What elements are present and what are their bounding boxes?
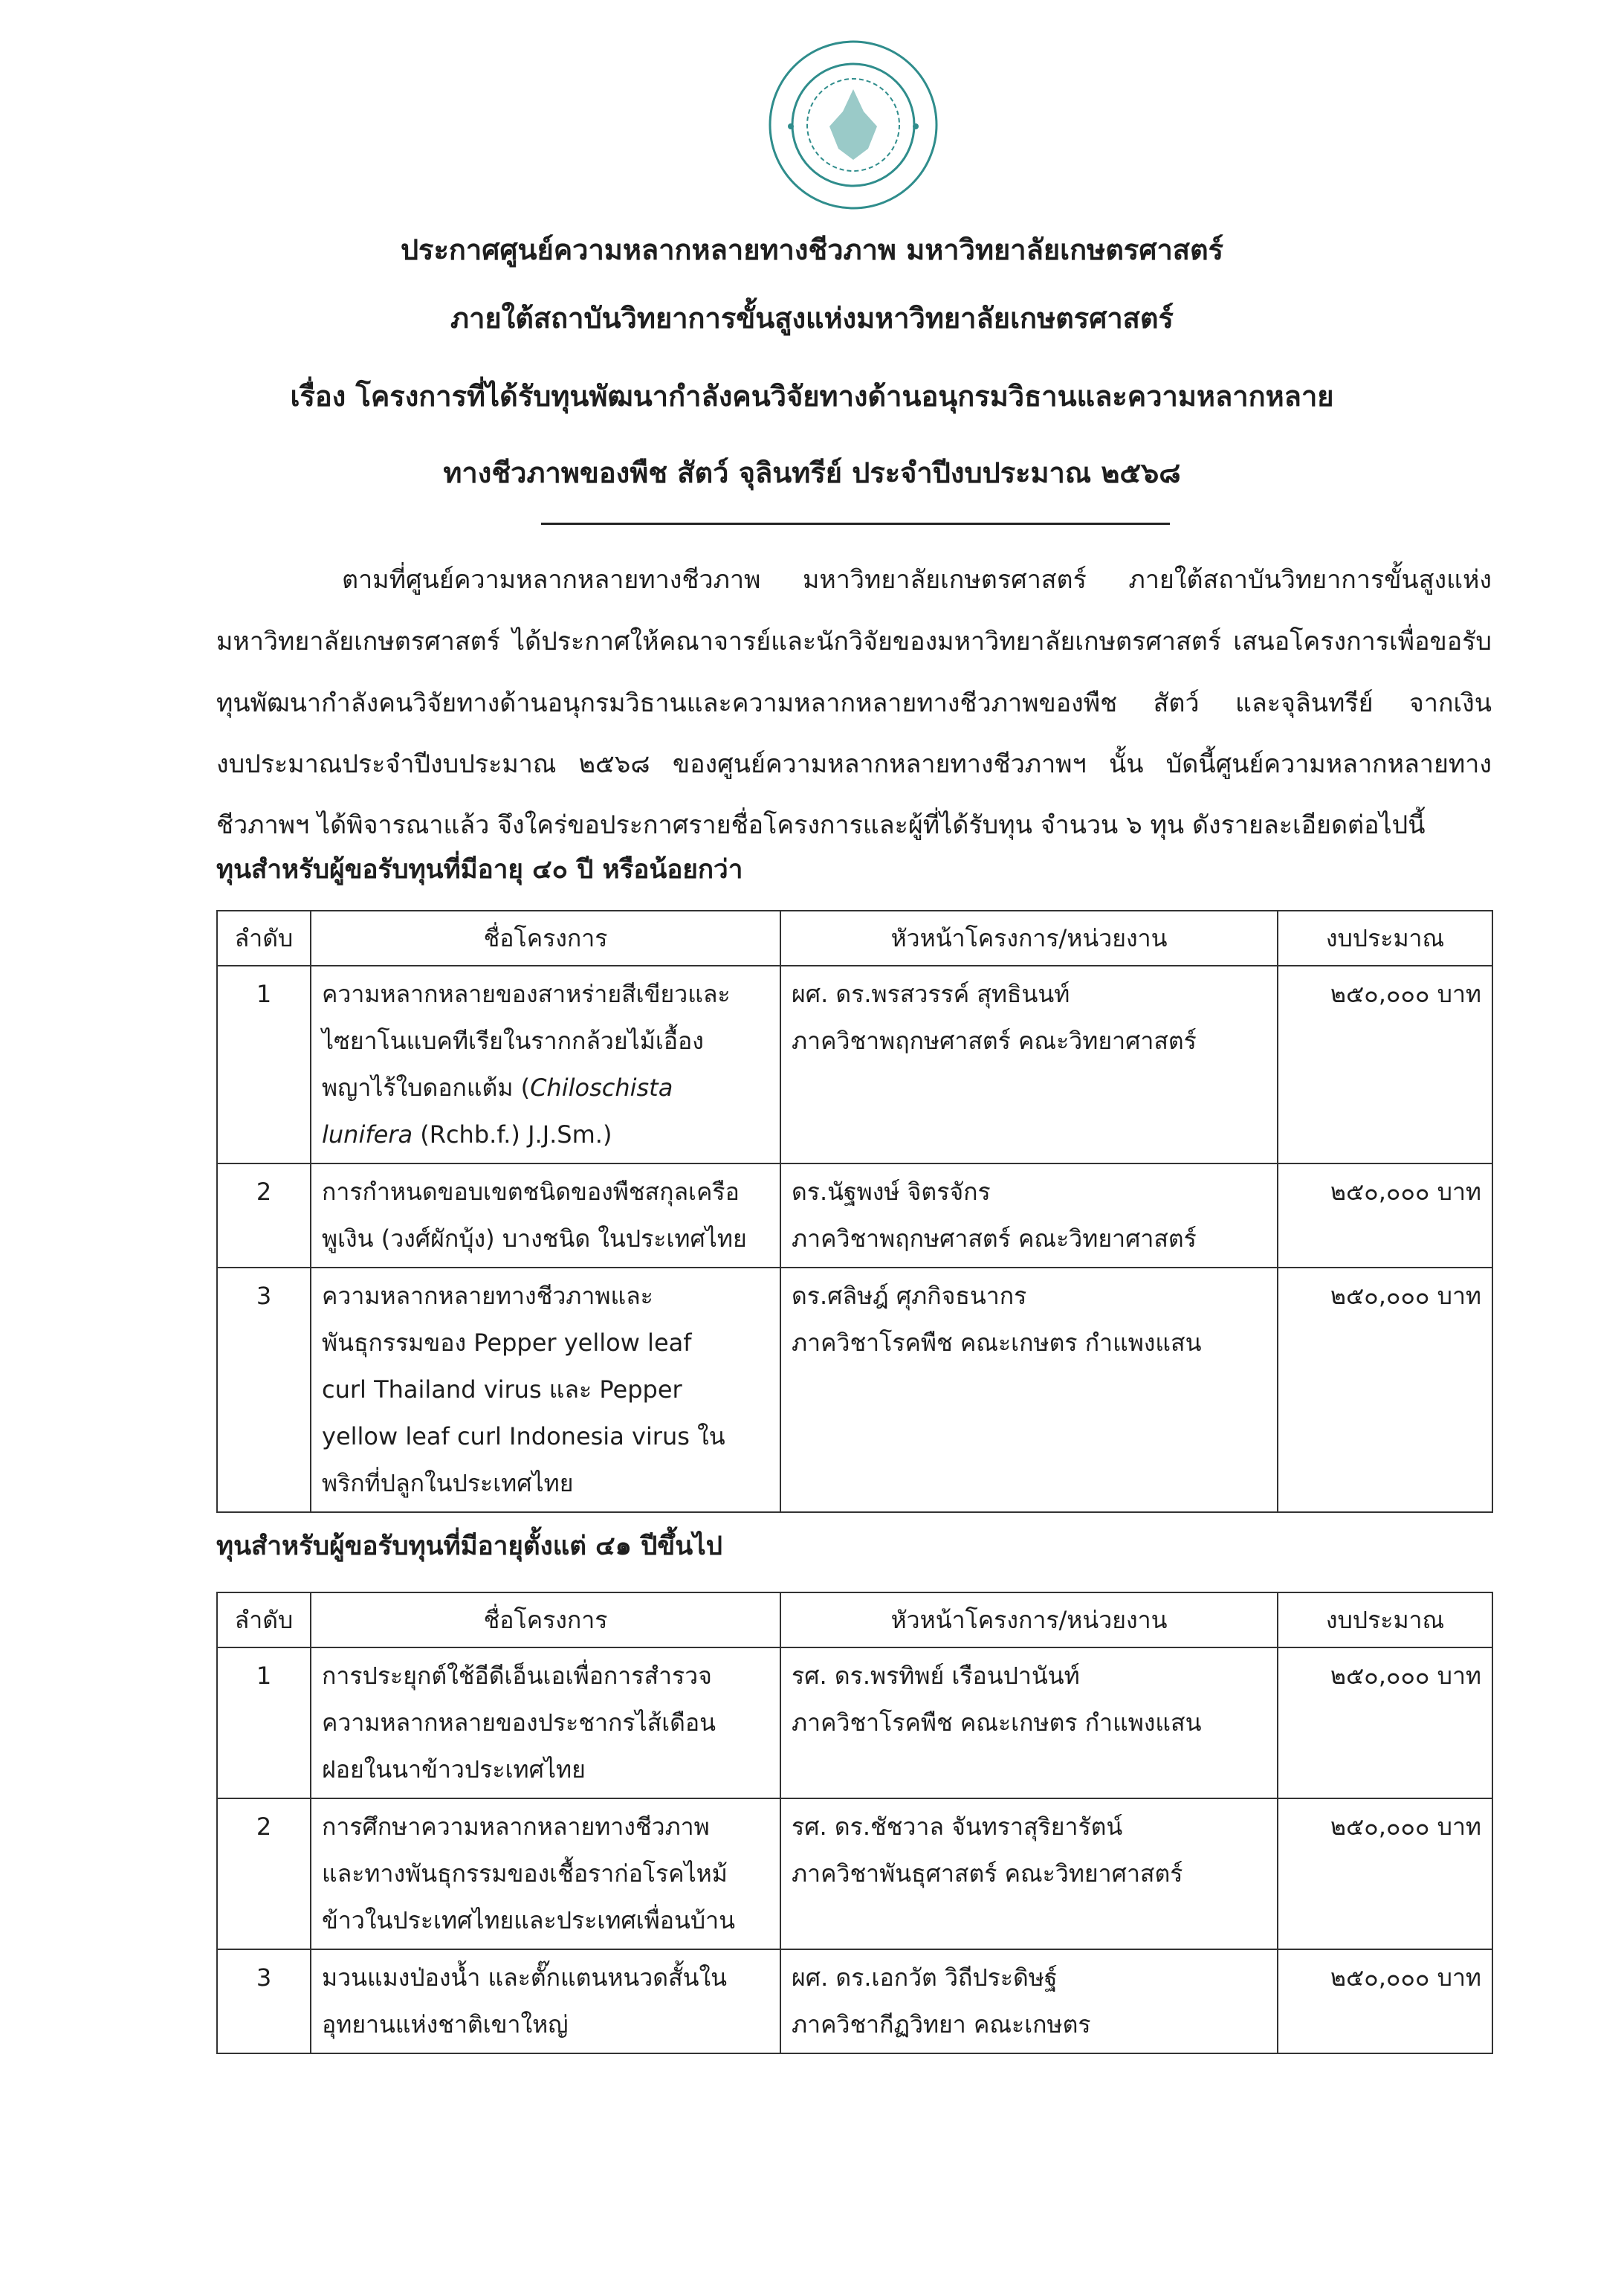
budget-cell [1278,1163,1492,1268]
column-header: ลำดับ [217,1592,311,1647]
project-name-line [322,1111,769,1158]
project-name-text: ฝอยในนาข้าวประเทศไทย [322,1755,586,1784]
body-paragraph-line: ตามที่ศูนย์ความหลากหลายทางชีวภาพ มหาวิทยาลัยเกษตรศาสตร์ ภายใต้สถาบันวิทยาการขั้นสูงแห่ง [342,565,1492,595]
project-name-line [322,1366,769,1413]
project-name-line [322,1065,769,1111]
project-name-line [322,1700,769,1746]
grants-table-under-40 [216,910,1493,1513]
body-paragraph-line: งบประมาณประจำปีงบประมาณ ๒๕๖๘ ของศูนย์ความหลากหลายทางชีวภาพฯ นั้น บัดนี้ศูนย์ความหลากหลายทาง [216,749,1492,779]
project-name-cell [311,966,780,1163]
project-name-line [322,1653,769,1700]
row-number: 1 [256,980,272,1008]
row-number-cell [217,1798,311,1949]
project-lead-cell [780,1949,1278,2053]
project-name-line [322,1804,769,1850]
project-name-text: การกำหนดขอบเขตชนิดของพืชสกุลเครือ [322,1178,740,1206]
project-name-line [322,1018,769,1065]
project-name-line [322,1413,769,1460]
budget-cell [1278,1798,1492,1949]
table-row [217,1949,1492,2053]
project-lead-cell [780,1798,1278,1949]
project-lead-name: ดร.นัฐพงษ์ จิตรจักร [792,1178,991,1206]
project-lead-department: ภาควิชาพฤกษศาสตร์ คณะวิทยาศาสตร์ [792,1027,1197,1055]
table-header-row [217,911,1492,966]
project-lead-cell [780,966,1278,1163]
table-header-row [217,1592,1492,1647]
project-name-line [322,1850,769,1897]
budget-amount: ๒๕๐,๐๐๐ บาท [1330,980,1481,1008]
table-row [217,1268,1492,1512]
row-number-cell [217,1163,311,1268]
project-lead-department: ภาควิชาโรคพืช คณะเกษตร กำแพงแสน [792,1708,1202,1737]
column-header: ชื่อโครงการ [311,911,780,966]
project-name-text: การประยุกต์ใช้อีดีเอ็นเอเพื่อการสำรวจ [322,1662,712,1690]
project-name-cell [311,1949,780,2053]
row-number: 1 [256,1662,272,1690]
project-lead-name: ผศ. ดร.พรสวรรค์ สุทธินนท์ [792,980,1070,1008]
table-row [217,1647,1492,1798]
budget-cell [1278,1647,1492,1798]
project-name-text: พริกที่ปลูกในประเทศไทย [322,1469,574,1497]
budget-cell [1278,966,1492,1163]
row-number: 3 [256,1963,272,1992]
section-heading-under-40: ทุนสำหรับผู้ขอรับทุนที่มีอายุ ๔๐ ปี หรือน้อยกว่า [216,855,743,885]
project-lead-name: ดร.ศลิษฎ์ ศุภกิจธนากร [792,1282,1027,1310]
column-header: งบประมาณ [1278,911,1492,966]
project-name-line [322,1897,769,1944]
announcement-subject-line-1: เรื่อง โครงการที่ได้รับทุนพัฒนากำลังคนวิจัยทางด้านอนุกรมวิธานและความหลากหลาย [290,380,1334,413]
table-row [217,1163,1492,1268]
announcement-title-line-1: ประกาศศูนย์ความหลากหลายทางชีวภาพ มหาวิทยาลัยเกษตรศาสตร์ [400,233,1224,266]
project-name-cell [311,1268,780,1512]
budget-cell [1278,1949,1492,2053]
project-name-text: พูเงิน (วงศ์ผักบุ้ง) บางชนิด ในประเทศไทย [322,1224,747,1253]
project-name-text: yellow leaf curl Indonesia virus ใน [322,1422,725,1450]
budget-amount: ๒๕๐,๐๐๐ บาท [1330,1963,1481,1992]
project-name-line [322,971,769,1018]
project-lead-department: ภาควิชาพฤกษศาสตร์ คณะวิทยาศาสตร์ [792,1224,1197,1253]
species-name-italic: lunifera [322,1120,413,1149]
project-lead-department: ภาควิชากีฏวิทยา คณะเกษตร [792,2010,1091,2039]
column-header: หัวหน้าโครงการ/หน่วยงาน [780,1592,1278,1647]
project-name-text: ความหลากหลายของประชากรไส้เดือน [322,1708,716,1737]
budget-amount: ๒๕๐,๐๐๐ บาท [1330,1813,1481,1841]
project-name-text: ความหลากหลายทางชีวภาพและ [322,1282,653,1310]
budget-cell [1278,1268,1492,1512]
announcement-title-line-2: ภายใต้สถาบันวิทยาการขั้นสูงแห่งมหาวิทยาลัยเกษตรศาสตร์ [450,302,1174,335]
project-name-text: ข้าวในประเทศไทยและประเทศเพื่อนบ้าน [322,1906,736,1934]
project-name-text: อุทยานแห่งชาติเขาใหญ่ [322,2010,569,2039]
column-header: หัวหน้าโครงการ/หน่วยงาน [780,911,1278,966]
project-name-text: พญาไร้ใบดอกแต้ม ( [322,1074,531,1102]
row-number-cell [217,1949,311,2053]
column-header: ลำดับ [217,911,311,966]
project-name-line [322,1169,769,1216]
project-lead-department: ภาควิชาโรคพืช คณะเกษตร กำแพงแสน [792,1329,1202,1357]
row-number-cell [217,1268,311,1512]
column-header: งบประมาณ [1278,1592,1492,1647]
project-name-text: พันธุกรรมของ Pepper yellow leaf [322,1329,692,1357]
column-header: ชื่อโครงการ [311,1592,780,1647]
body-paragraph-line: ทุนพัฒนากำลังคนวิจัยทางด้านอนุกรมวิธานและความหลากหลายทางชีวภาพของพืช สัตว์ และจุลินทรีย์ จากเงิน [216,688,1492,718]
project-name-cell [311,1163,780,1268]
project-lead-name: รศ. ดร.ชัชวาล จันทราสุริยารัตน์ [792,1813,1123,1841]
project-lead-cell [780,1268,1278,1512]
project-lead-cell [780,1647,1278,1798]
project-name-text: และทางพันธุกรรมของเชื้อราก่อโรคไหม้ [322,1859,728,1888]
title-divider [541,523,1170,525]
project-name-cell [311,1798,780,1949]
body-paragraph-line: มหาวิทยาลัยเกษตรศาสตร์ ได้ประกาศให้คณาจารย์และนักวิจัยของมหาวิทยาลัยเกษตรศาสตร์ เสนอโครงการเพื่อขอรับ [216,627,1492,656]
project-name-line [322,2001,769,2048]
project-name-line [322,1460,769,1507]
table-row [217,966,1492,1163]
table-row [217,1798,1492,1949]
project-name-line [322,1320,769,1366]
body-paragraph-line: ชีวภาพฯ ได้พิจารณาแล้ว จึงใคร่ขอประกาศรายชื่อโครงการและผู้ที่ได้รับทุน จำนวน ๖ ทุน ดังรายละเอียดต่อไปนี้ [216,810,1426,840]
project-name-line [322,1216,769,1262]
project-name-text: ไซยาโนแบคทีเรียในรากกล้วยไม้เอื้อง [322,1027,704,1055]
project-name-cell [311,1647,780,1798]
budget-amount: ๒๕๐,๐๐๐ บาท [1330,1178,1481,1206]
project-name-text: (Rchb.f.) J.J.Sm.) [413,1120,612,1149]
university-seal-logo [766,37,941,213]
row-number: 3 [256,1282,272,1310]
budget-amount: ๒๕๐,๐๐๐ บาท [1330,1662,1481,1690]
row-number: 2 [256,1813,272,1841]
section-heading-41-and-over: ทุนสำหรับผู้ขอรับทุนที่มีอายุตั้งแต่ ๔๑ ปีขึ้นไป [216,1531,722,1561]
project-name-line [322,1746,769,1793]
project-lead-name: ผศ. ดร.เอกวัต วิถีประดิษฐ์ [792,1963,1058,1992]
project-lead-cell [780,1163,1278,1268]
project-name-text: ความหลากหลายของสาหร่ายสีเขียวและ [322,980,731,1008]
row-number: 2 [256,1178,272,1206]
grants-table-41-and-over [216,1592,1493,2054]
project-name-text: การศึกษาความหลากหลายทางชีวภาพ [322,1813,710,1841]
project-name-line [322,1955,769,2001]
project-name-text: มวนแมงป่องน้ำ และตั๊กแตนหนวดสั้นใน [322,1963,727,1992]
project-name-line [322,1273,769,1320]
budget-amount: ๒๕๐,๐๐๐ บาท [1330,1282,1481,1310]
row-number-cell [217,1647,311,1798]
row-number-cell [217,966,311,1163]
project-lead-department: ภาควิชาพันธุศาสตร์ คณะวิทยาศาสตร์ [792,1859,1183,1888]
project-lead-name: รศ. ดร.พรทิพย์ เรือนปานันท์ [792,1662,1080,1690]
species-name-italic: Chiloschista [530,1074,673,1102]
project-name-text: curl Thailand virus และ Pepper [322,1375,682,1404]
announcement-subject-line-2: ทางชีวภาพของพืช สัตว์ จุลินทรีย์ ประจำปีงบประมาณ ๒๕๖๘ [443,456,1181,489]
